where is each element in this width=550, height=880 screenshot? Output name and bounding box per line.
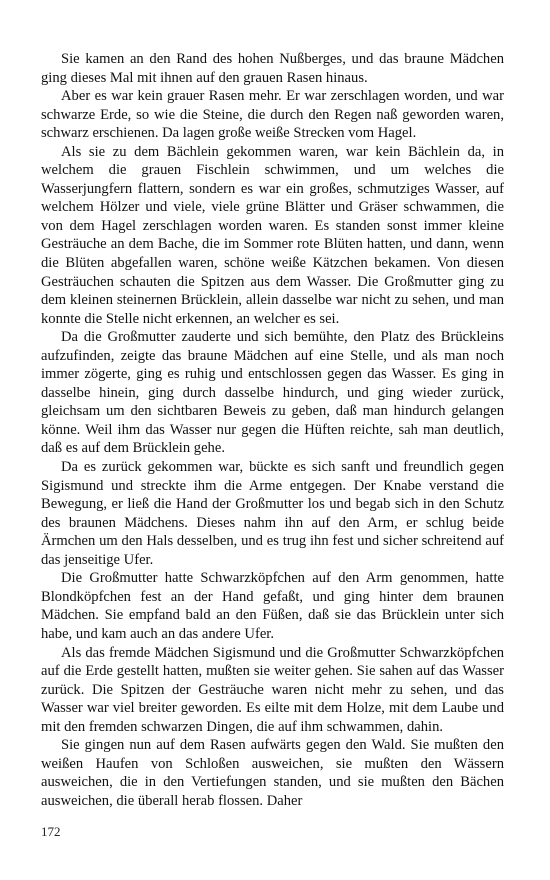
paragraph: Sie kamen an den Rand des hohen Nußberges, und das braune Mädchen ging dieses Mal mit ihnen auf den grauen Rasen hinaus. xyxy=(41,51,504,86)
paragraph: Da es zurück gekommen war, bückte es sich sanft und freundlich gegen Sigismund und streckte ihm die Arme entgegen. Der Knabe verstand die Bewegung, er ließ die Hand der Großmutter los und begab sich in den Schutz des braunen Mädchens. Dieses nahm ihn auf den Arm, er schlug beide Ärmchen um den Hals desselben, und es trug ihn fest und sicher schreitend auf das jenseitige Ufer. xyxy=(41,459,504,568)
paragraph: Da die Großmutter zauderte und sich bemühte, den Platz des Brückleins aufzufinden, zeigte das braune Mädchen auf eine Stelle, und als man noch immer zögerte, ging es ruhig und entschlossen gegen das Wasser. Es ging in dasselbe hinein, ging durch dasselbe hindurch, und ging wieder zurück, gleichsam um den sichtbaren Beweis zu geben, daß man hindurch gelangen könne. Weil ihm das Wasser nur gegen die Hüften reichte, sah man deutlich, daß es auf dem Brücklein gehe. xyxy=(41,329,504,457)
body-text xyxy=(41,50,504,810)
paragraph: Die Großmutter hatte Schwarzköpfchen auf den Arm genommen, hatte Blondköpfchen fest an der Hand gefaßt, und ging hinter dem braunen Mädchen. Sie empfand bald an den Füßen, daß sie das Brücklein unter sich habe, und kam auch an das andere Ufer. xyxy=(41,570,504,642)
page-number: 172 xyxy=(41,824,61,839)
paragraph: Sie gingen nun auf dem Rasen aufwärts gegen den Wald. Sie mußten den weißen Haufen von Schloßen ausweichen, sie mußten den Wässern ausweichen, die in den Vertiefungen standen, und sie mußten den Bächen ausweichen, die überall herab flossen. Daher xyxy=(41,737,504,809)
paragraph: Aber es war kein grauer Rasen mehr. Er war zerschlagen worden, und war schwarze Erde, so wie die Steine, die durch den Regen naß geworden waren, schwarz erschienen. Da lagen große weiße Strecken vom Hagel. xyxy=(41,88,504,142)
paragraph: Als das fremde Mädchen Sigismund und die Großmutter Schwarzköpfchen auf die Erde gestellt hatten, mußten sie weiter gehen. Sie sahen auf das Wasser zurück. Die Spitzen der Gesträuche waren nicht mehr zu sehen, und das Wasser war viel breiter geworden. Es eilte mit dem Holze, mit dem Laube und mit den fremden schwarzen Dingen, die auf ihm schwammen, dahin. xyxy=(41,644,504,735)
paragraph: Als sie zu dem Bächlein gekommen waren, war kein Bächlein da, in welchem die grauen Fischlein schwimmen, und um welches die Wasserjungfern flattern, sondern es war ein großes, schmutziges Wasser, auf welchem Hölzer und viele, viele grüne Blätter und Gräser schwammen, die von dem Hagel zerschlagen worden waren. Es standen sonst immer kleine Gesträuche an dem Bache, die im Sommer rote Blüten hatten, und dann, wenn die Blüten abgefallen waren, schöne weiße Kätzchen bekamen. Von diesen Gesträuchen schauten die Spitzen aus dem Wasser. Die Großmutter ging zu dem kleinen steinernen Brücklein, allein dasselbe war nicht zu sehen, und man konnte die Stelle nicht erkennen, an welcher es sei. xyxy=(41,143,504,327)
